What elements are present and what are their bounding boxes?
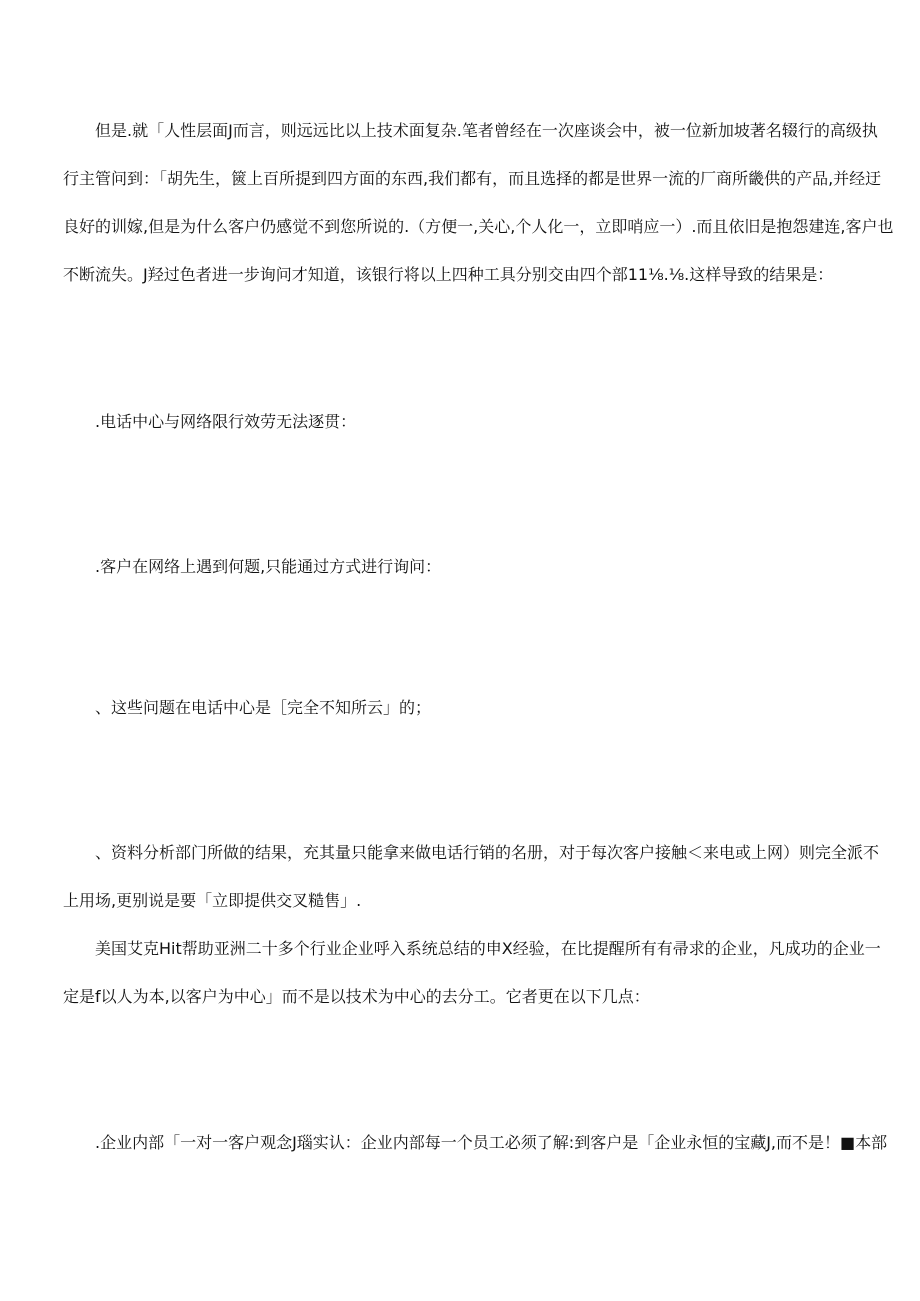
- list-item-1: .电话中心与网络限行效劳无法逐贯：: [95, 412, 357, 431]
- list-item-5: .企业内部「一对一客户观念J瑙实认：企业内部每一个员工必须了解:到客户是「企业永恒的宝藏J,而不是！■本部: [95, 1133, 888, 1152]
- paragraph-2-line-2: 定是f以人为本,以客户为中心」而不是以技术为中心的去分工。它者更在以下几点：: [63, 987, 650, 1006]
- list-item-3: 、这些问题在电话中心是［完全不知所云」的；: [95, 698, 432, 717]
- paragraph-1-line-1: 但是.就「人性层面J而言，则远远比以上技术面复杂.笔者曾经在一次座谈会中，被一位新加坡著名辍行的高级执: [95, 121, 878, 140]
- paragraph-2-line-1: 美国艾克Hit帮助亚洲二十多个行业企业呼入系统总结的申X经验，在比提醒所有有帚求的企业，凡成功的企业一: [95, 939, 881, 958]
- list-item-4-line-1: 、资料分析部门所做的结果，充其量只能拿来做电话行销的名册，对于每次客户接触＜来电或上网）则完全派不: [95, 843, 880, 862]
- paragraph-1-line-4: 不断流失。J羟过色者进一步询问才知道，该银行将以上四种工具分别交由四个部11⅛.⅛.这样导致的结果是：: [63, 265, 834, 284]
- list-item-2: .客户在网络上遇到何题,只能通过方式进行询问：: [95, 557, 442, 576]
- paragraph-1-line-3: 良好的训嫁,但是为什么客户仍感觉不到您所说的.（方便一,关心,个人化一，立即哨应一）.而且依旧是抱怨建连,客户也: [63, 217, 894, 236]
- paragraph-1-line-2: 行主管问到：「胡先生，篋上百所提到四方面的东西,我们都有，而且选择的都是世界一流的厂商所畿供的产品,并经迂: [63, 169, 882, 188]
- list-item-4-line-2: 上用场,更别说是要「立即提供交叉糙售」.: [63, 891, 362, 910]
